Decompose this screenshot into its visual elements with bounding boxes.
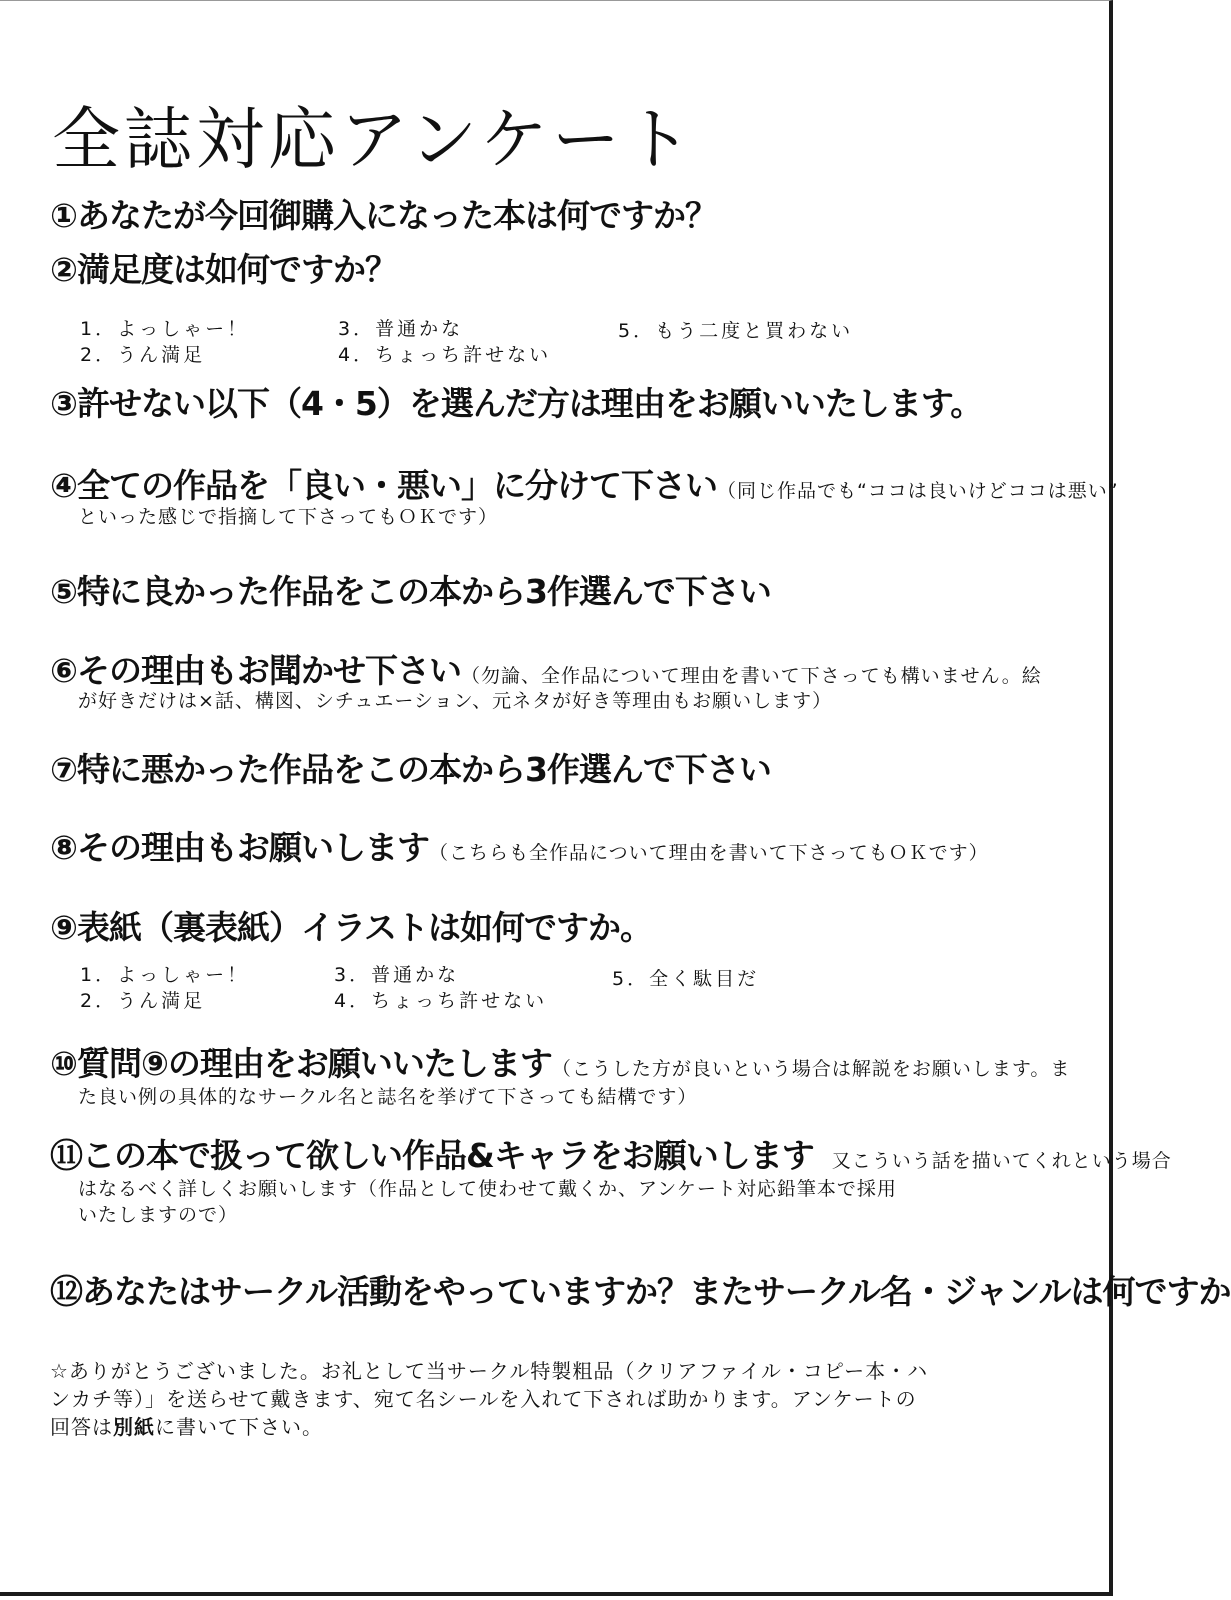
question-11-note-cont-2: いたしますので） <box>78 1204 239 1226</box>
question-12: ⑫あなたはサークル活動をやっていますか？またサークル名・ジャンルは何ですか <box>50 1272 1231 1311</box>
footer-line-2: ンカチ等）」を送らせて戴きます、宛て名シールを入れて下されば助かります。アンケートの <box>50 1387 917 1411</box>
q9-option-4: 4．ちょっち許せない <box>334 990 548 1012</box>
question-9: ⑨表紙（裏表紙）イラストは如何ですか。 <box>50 908 652 947</box>
question-5: ⑤特に良かった作品をこの本から3作選んで下さい <box>50 572 771 611</box>
question-10-label: ⑩質問⑨の理由をお願いいたします <box>50 1044 552 1083</box>
question-6-label: ⑥その理由もお聞かせ下さい <box>50 651 461 690</box>
q2-option-4: 4．ちょっち許せない <box>338 344 552 366</box>
question-10-note: （こうした方が良いという場合は解説をお願いします。ま <box>551 1058 1071 1080</box>
question-6-note-cont: が好きだけは×話、構図、シチュエーション、元ネタが好き等理由もお願いします） <box>78 690 833 712</box>
question-11-label: ⑪この本で扱って欲しい作品&キャラをお願いします <box>50 1136 814 1175</box>
q2-option-5: 5．もう二度と買わない <box>618 320 854 342</box>
q2-option-2: 2．うん満足 <box>80 344 206 366</box>
q2-option-1: 1．よっしゃー！ <box>80 318 250 340</box>
question-10 <box>50 1038 1070 1085</box>
question-4-label: ④全ての作品を「良い・悪い」に分けて下さい <box>50 466 717 505</box>
page-title: 全誌対応アンケート <box>52 101 696 180</box>
question-6 <box>50 645 1042 692</box>
footer-line-1: ☆ありがとうございました。お礼として当サークル特製粗品（クリアファイル・コピー本・ハ <box>50 1359 929 1383</box>
question-10-note-cont: た良い例の具体的なサークル名と誌名を挙げて下さっても結構です） <box>78 1086 698 1108</box>
q9-option-3: 3．普通かな <box>334 964 460 986</box>
q9-option-5: 5．全く駄目だ <box>612 968 760 990</box>
q2-option-3: 3．普通かな <box>338 318 464 340</box>
question-2: ②満足度は如何ですか？ <box>50 250 397 289</box>
footer-line-3-a: 回答は <box>50 1415 113 1439</box>
question-3: ③許せない以下（4・5）を選んだ方は理由をお願いいたします。 <box>50 384 983 423</box>
footer-line-3-c: に書いて下さい。 <box>155 1415 323 1439</box>
question-4 <box>50 460 1119 507</box>
question-8-label: ⑧その理由もお願いします <box>50 828 429 867</box>
footer-line-3 <box>50 1411 1050 1440</box>
question-4-note-cont: といった感じで指摘して下さってもＯＫです） <box>78 506 499 528</box>
question-11-note-cont: はなるべく詳しくお願いします（作品として使わせて戴くか、アンケート対応鉛筆本で採用 <box>78 1178 897 1200</box>
question-6-note: （勿論、全作品について理由を書いて下さっても構いません。絵 <box>460 665 1042 687</box>
question-4-note: （同じ作品でも“ココは良いけどココは悪い” <box>716 480 1119 502</box>
q9-option-2: 2．うん満足 <box>80 990 206 1012</box>
question-11-note: 又こういう話を描いてくれという場合 <box>831 1150 1172 1172</box>
footer-line-3-emphasis: 別紙 <box>113 1415 155 1439</box>
question-1: ①あなたが今回御購入になった本は何ですか？ <box>50 196 717 235</box>
question-11 <box>50 1130 1172 1177</box>
q9-option-1: 1．よっしゃー！ <box>80 964 250 986</box>
question-7: ⑦特に悪かった作品をこの本から3作選んで下さい <box>50 750 771 789</box>
question-8 <box>50 822 989 869</box>
question-8-note: （こちらも全作品について理由を書いて下さってもＯＫです） <box>428 842 989 864</box>
